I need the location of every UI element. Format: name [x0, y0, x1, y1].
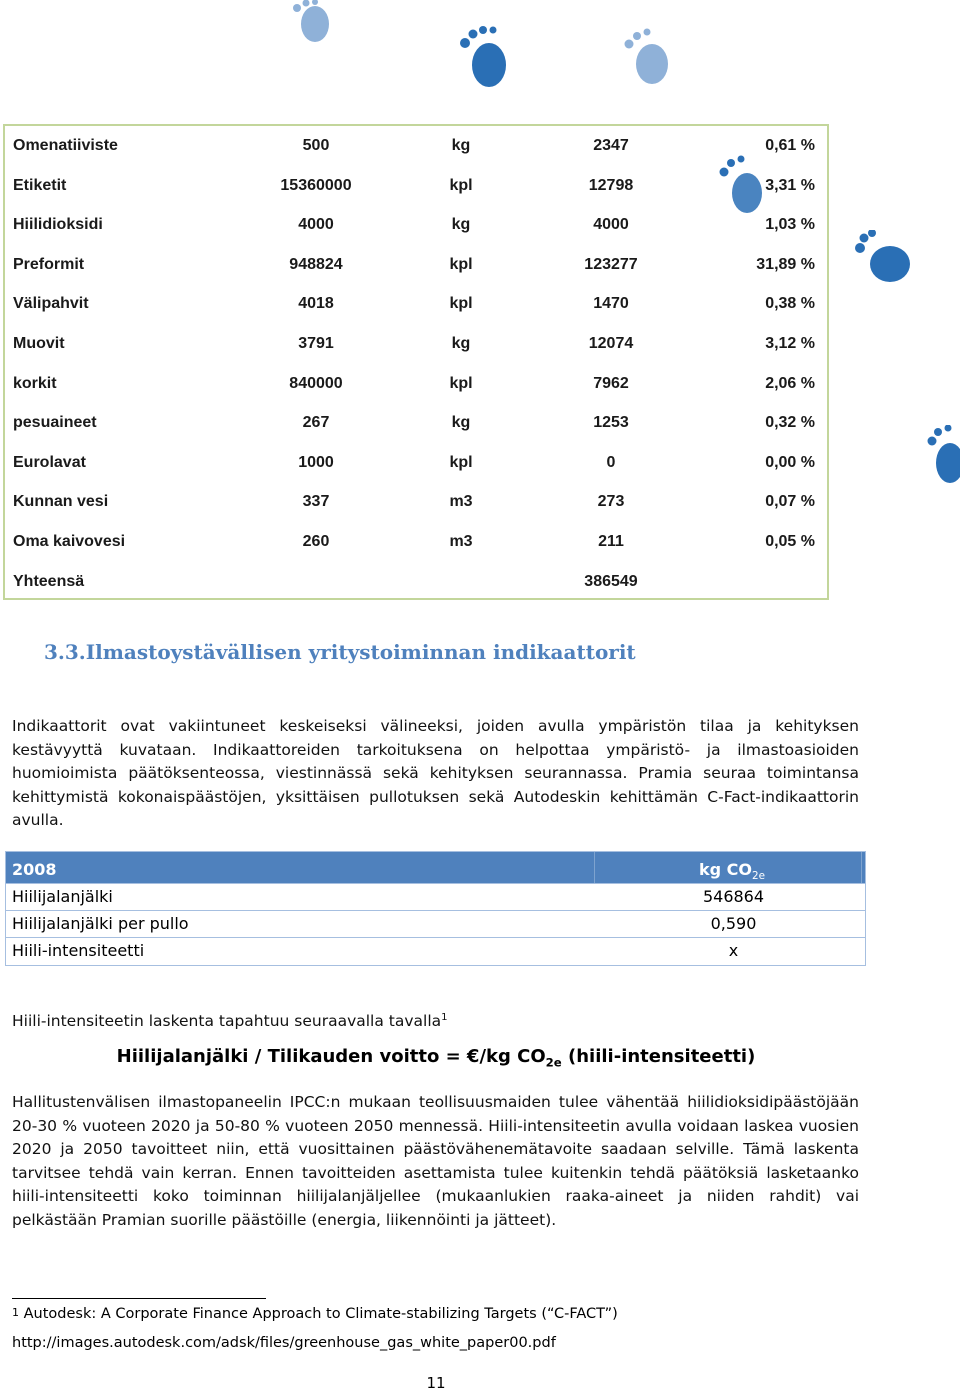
material-name: Kunnan vesi — [13, 493, 109, 511]
table-row — [5, 482, 827, 521]
table-row — [5, 205, 827, 244]
table-row — [5, 324, 827, 363]
value: 1253 — [593, 414, 629, 432]
value: 273 — [597, 493, 625, 511]
material-name: Eurolavat — [13, 453, 86, 471]
material-name: Oma kaivovesi — [13, 533, 126, 550]
percentage: 0,07 % — [765, 493, 815, 511]
unit: kg — [451, 216, 471, 234]
material-name: korkit — [13, 374, 57, 392]
footnote-url[interactable]: http://images.autodesk.com/adsk/files/greenhouse_gas_white_paper00.pdf — [12, 1335, 556, 1351]
row-label: Hiili-intensiteetti — [12, 941, 145, 960]
unit: kg — [451, 414, 471, 432]
percentage: 1,03 % — [765, 216, 815, 234]
material-name: Hiilidioksidi — [13, 216, 103, 234]
quantity: 260 — [302, 533, 330, 550]
percentage: 0,00 % — [765, 453, 815, 471]
table-row — [5, 245, 827, 284]
quantity: 948824 — [289, 255, 343, 273]
unit: m3 — [449, 493, 473, 511]
quantity: 337 — [302, 493, 330, 511]
row-label: Hiilijalanjälki per pullo — [12, 914, 189, 933]
formula: Hiilijalanjälki / Tilikauden voitto = €/kg $CO_{2e}$ (hiili-intensiteetti) — [116, 1046, 756, 1070]
header-year: 2008 — [12, 860, 57, 879]
quantity: 3791 — [298, 335, 334, 352]
targets-paragraph: Hallitustenvälisen ilmastopaneelin IPCC:n mukaan teollisuusmaiden tulee vähentää hiilidioksidipäästöjään 20-30 % vuoteen 2020 ja 50-80 % vuoteen 2050 mennessä. Hiili-intensiteetin avulla voidaan laskea vuosien 2020 ja 2050 tavoitteet niin, että vuosittainen päästövähenemätavoite saadaan selville. Tämä laskenta tarvitsee tehdä vain kerran. Ennen tavoitteiden asettamista tulee kuitenkin tehdä päätöksiä lasketaanko hiili-intensiteetti koko toiminnan hiilijalanjäljellee (mukaanlukien raaka-aineet ja niiden rahdit) vai pelkästään Pramian suorille päästöille (energia, liikennöinti ja jätteet). — [12, 1093, 859, 1229]
material-name: Välipahvit — [13, 295, 89, 313]
material-name: Omenatiiviste — [13, 137, 118, 154]
quantity: 15360000 — [280, 176, 352, 194]
unit: kpl — [449, 374, 473, 392]
percentage: 0,05 % — [765, 533, 815, 550]
intro-paragraph: Indikaattorit ovat vakiintuneet keskeiseksi välineeksi, joiden avulla ympäristön tilaa ja kehityksen kestävyyttä kuvataan. Indikaattoreiden tarkoituksena on helpottaa ympäristö- ja ilmastoasioiden huomioimista päätöksenteossa, viestinnässä sekä kehityksen seurannassa. Pramia seuraa toimintansa kehittymistä kokonaispäästöjen, yksittäisen pullotuksen sekä Autodeskin kehittämän C-Fact-indikaattorin avulla. — [12, 717, 859, 830]
table-row — [6, 910, 865, 938]
value: 2347 — [593, 137, 629, 154]
materials-table — [3, 124, 829, 600]
footprint-icon — [285, 0, 345, 48]
value: 12074 — [588, 335, 634, 352]
value: 1470 — [593, 295, 629, 313]
table-row — [5, 522, 827, 561]
calculation-intro: Hiili-intensiteetin laskenta tapahtuu seuraavalla tavalla$^1$ — [12, 1012, 448, 1031]
material-name: Preformit — [13, 255, 85, 273]
value: 211 — [598, 533, 624, 550]
value: 7962 — [593, 374, 629, 392]
table-row — [5, 443, 827, 482]
quantity: 840000 — [289, 374, 343, 392]
table-row — [6, 883, 865, 911]
quantity: 4000 — [298, 216, 334, 234]
percentage: 0,38 % — [765, 295, 815, 313]
total-row — [5, 562, 827, 601]
quantity: 267 — [302, 414, 330, 432]
percentage: 3,12 % — [765, 335, 815, 352]
table-row — [5, 126, 827, 165]
unit: kpl — [449, 255, 473, 273]
unit: kpl — [449, 453, 473, 471]
quantity: 1000 — [298, 453, 334, 471]
footprint-icon — [618, 28, 680, 88]
unit: kg — [451, 335, 471, 352]
table-row — [5, 364, 827, 403]
unit: kpl — [449, 295, 473, 313]
value: 12798 — [588, 176, 634, 194]
unit: m3 — [449, 533, 473, 550]
row-value: 0,590 — [710, 914, 757, 933]
unit: kpl — [449, 176, 473, 194]
material-name: Muovit — [13, 335, 65, 352]
percentage: 2,06 % — [765, 374, 815, 392]
value: 123277 — [584, 255, 638, 273]
total-label: Yhteensä — [13, 572, 85, 590]
footnote-ref: 1 — [441, 1012, 448, 1023]
material-name: Etiketit — [13, 176, 67, 194]
section-heading: 3.3.Ilmastoystävällisen yritystoiminnan indikaattorit — [44, 640, 636, 664]
percentage: 0,61 % — [765, 137, 815, 154]
percentage: 3,31 % — [765, 176, 815, 194]
unit: kg — [451, 137, 471, 154]
value: 4000 — [593, 216, 629, 234]
row-value: x — [728, 941, 739, 960]
footnote-separator — [12, 1298, 266, 1299]
footprint-icon — [926, 425, 960, 487]
total-value: 386549 — [584, 572, 638, 590]
table-header — [6, 852, 865, 883]
quantity: 4018 — [298, 295, 334, 313]
percentage: 0,32 % — [765, 414, 815, 432]
material-name: pesuaineet — [13, 414, 97, 432]
table-row — [5, 403, 827, 442]
table-row — [5, 166, 827, 205]
footprint-icon — [850, 230, 920, 290]
table-row — [6, 937, 865, 965]
table-row — [5, 284, 827, 323]
footprint-icon — [455, 25, 520, 90]
value: 0 — [606, 453, 616, 471]
percentage: 31,89 % — [756, 255, 815, 273]
row-label: Hiilijalanjälki — [12, 887, 113, 906]
quantity: 500 — [302, 137, 330, 154]
row-value: 546864 — [702, 887, 765, 906]
footnote-text: $^1$ Autodesk: A Corporate Finance Approach to Climate-stabilizing Targets (“C-FACT”) — [12, 1306, 618, 1322]
carbon-footprint-table — [5, 851, 866, 966]
header-unit: kg $CO_{2e}$ — [699, 860, 766, 883]
page-number: 11 — [426, 1374, 446, 1392]
